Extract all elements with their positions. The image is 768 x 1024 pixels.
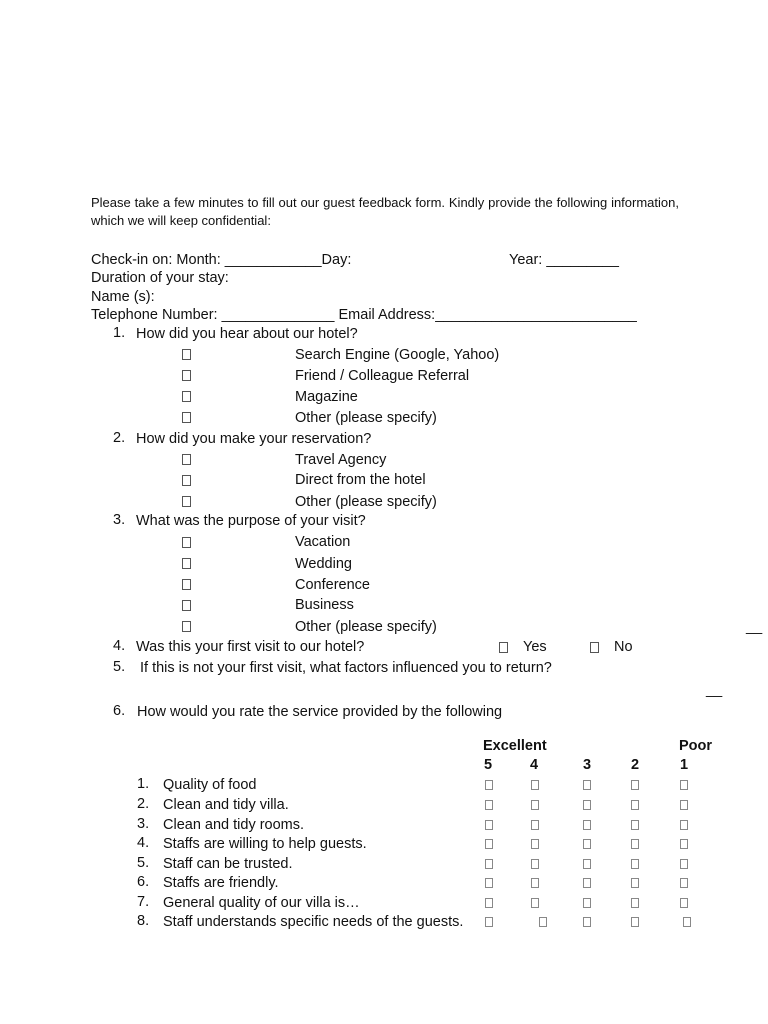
question-number: 5.	[113, 659, 126, 675]
rating-checkbox-icon[interactable]	[485, 839, 493, 849]
question-number: 6.	[113, 703, 126, 719]
rating-checkbox-icon[interactable]	[631, 878, 639, 888]
rating-item-number: 4.	[137, 835, 150, 851]
scale-2: 2	[631, 757, 640, 773]
year-field[interactable]: Year: _________	[509, 252, 619, 268]
option-search-engine: Search Engine (Google, Yahoo)	[295, 347, 500, 363]
rating-item-label: Quality of food	[163, 777, 257, 793]
rating-checkbox-icon[interactable]	[680, 898, 688, 908]
checkbox-icon[interactable]	[182, 496, 191, 507]
rating-checkbox-icon[interactable]	[485, 780, 493, 790]
scale-1: 1	[680, 757, 689, 773]
rating-item-number: 7.	[137, 894, 150, 910]
rating-item-label: Staffs are willing to help guests.	[163, 836, 367, 852]
rating-checkbox-icon[interactable]	[583, 820, 591, 830]
rating-checkbox-icon[interactable]	[680, 839, 688, 849]
duration-field[interactable]: Duration of your stay:	[91, 270, 229, 286]
checkbox-icon[interactable]	[182, 454, 191, 465]
option-direct: Direct from the hotel	[295, 472, 426, 488]
rating-item-label: Staffs are friendly.	[163, 875, 279, 891]
scale-3: 3	[583, 757, 592, 773]
checkbox-icon[interactable]	[182, 370, 191, 381]
checkbox-yes-icon[interactable]	[499, 642, 508, 653]
option-referral: Friend / Colleague Referral	[295, 368, 470, 384]
rating-checkbox-icon[interactable]	[531, 859, 539, 869]
question-number: 4.	[113, 638, 126, 654]
rating-checkbox-icon[interactable]	[680, 780, 688, 790]
rating-checkbox-icon[interactable]	[531, 878, 539, 888]
rating-checkbox-icon[interactable]	[485, 820, 493, 830]
rating-checkbox-icon[interactable]	[485, 917, 493, 927]
rating-checkbox-icon[interactable]	[680, 859, 688, 869]
checkbox-icon[interactable]	[182, 475, 191, 486]
rating-checkbox-icon[interactable]	[631, 800, 639, 810]
rating-checkbox-icon[interactable]	[583, 800, 591, 810]
rating-item-number: 2.	[137, 796, 150, 812]
rating-checkbox-icon[interactable]	[583, 917, 591, 927]
name-field[interactable]: Name (s):	[91, 289, 155, 305]
option-wedding: Wedding	[295, 556, 352, 572]
rating-checkbox-icon[interactable]	[631, 859, 639, 869]
rating-checkbox-icon[interactable]	[485, 898, 493, 908]
question-4-text: Was this your first visit to our hotel?	[136, 639, 365, 655]
rating-checkbox-icon[interactable]	[531, 820, 539, 830]
option-travel-agency: Travel Agency	[295, 452, 387, 468]
rating-checkbox-icon[interactable]	[531, 898, 539, 908]
scale-4: 4	[530, 757, 539, 773]
scale-5: 5	[484, 757, 493, 773]
rating-checkbox-icon[interactable]	[680, 820, 688, 830]
rating-item-label: Staff understands specific needs of the guests.	[163, 914, 464, 930]
question-6-text: How would you rate the service provided by the following	[137, 704, 503, 720]
rating-checkbox-icon[interactable]	[583, 780, 591, 790]
rating-checkbox-icon[interactable]	[631, 917, 639, 927]
rating-checkbox-icon[interactable]	[631, 820, 639, 830]
rating-checkbox-icon[interactable]	[680, 878, 688, 888]
question-2-text: How did you make your reservation?	[136, 431, 372, 447]
rating-checkbox-icon[interactable]	[680, 800, 688, 810]
rating-checkbox-icon[interactable]	[631, 898, 639, 908]
rating-checkbox-icon[interactable]	[531, 839, 539, 849]
rating-checkbox-icon[interactable]	[631, 780, 639, 790]
option-business: Business	[295, 597, 354, 613]
rating-checkbox-icon[interactable]	[485, 859, 493, 869]
rating-item-number: 1.	[137, 776, 150, 792]
question-5-text: If this is not your first visit, what factors influenced you to return?	[140, 660, 552, 676]
rating-checkbox-icon[interactable]	[485, 800, 493, 810]
checkbox-icon[interactable]	[182, 391, 191, 402]
rating-item-label: General quality of our villa is…	[163, 895, 360, 911]
checkin-field[interactable]: Check-in on: Month: ____________Day:	[91, 252, 352, 268]
rating-item-label: Staff can be trusted.	[163, 856, 293, 872]
margin-mark: __	[746, 619, 763, 635]
rating-item-label: Clean and tidy villa.	[163, 797, 289, 813]
checkbox-no-icon[interactable]	[590, 642, 599, 653]
checkbox-icon[interactable]	[182, 349, 191, 360]
checkbox-icon[interactable]	[182, 412, 191, 423]
intro-paragraph: Please take a few minutes to fill out our guest feedback form. Kindly provide the following information, which we will keep confidential:	[91, 195, 679, 228]
checkbox-icon[interactable]	[182, 600, 191, 611]
option-no: No	[614, 639, 633, 655]
rating-item-number: 8.	[137, 913, 150, 929]
question-number: 1.	[113, 325, 126, 341]
margin-mark: __	[706, 682, 723, 698]
option-conference: Conference	[295, 577, 370, 593]
telephone-email-field[interactable]: Telephone Number: ______________ Email Address:_________________________	[91, 307, 637, 323]
rating-checkbox-icon[interactable]	[531, 800, 539, 810]
question-1-text: How did you hear about our hotel?	[136, 326, 358, 342]
rating-item-number: 3.	[137, 816, 150, 832]
rating-checkbox-icon[interactable]	[631, 839, 639, 849]
rating-checkbox-icon[interactable]	[583, 878, 591, 888]
rating-item-number: 6.	[137, 874, 150, 890]
rating-item-label: Clean and tidy rooms.	[163, 817, 305, 833]
option-yes: Yes	[523, 639, 547, 655]
rating-checkbox-icon[interactable]	[683, 917, 691, 927]
rating-poor-label: Poor	[679, 738, 713, 754]
rating-excellent-label: Excellent	[483, 738, 547, 754]
question-number: 2.	[113, 430, 126, 446]
checkbox-icon[interactable]	[182, 558, 191, 569]
checkbox-icon[interactable]	[182, 537, 191, 548]
option-other: Other (please specify)	[295, 410, 437, 426]
rating-item-number: 5.	[137, 855, 150, 871]
option-other: Other (please specify)	[295, 494, 437, 510]
option-other: Other (please specify)	[295, 619, 437, 635]
checkbox-icon[interactable]	[182, 621, 191, 632]
rating-checkbox-icon[interactable]	[531, 780, 539, 790]
option-vacation: Vacation	[295, 534, 351, 550]
question-number: 3.	[113, 512, 126, 528]
rating-checkbox-icon[interactable]	[583, 859, 591, 869]
rating-checkbox-icon[interactable]	[583, 898, 591, 908]
question-3-text: What was the purpose of your visit?	[136, 513, 366, 529]
rating-checkbox-icon[interactable]	[485, 878, 493, 888]
rating-checkbox-icon[interactable]	[583, 839, 591, 849]
checkbox-icon[interactable]	[182, 579, 191, 590]
rating-checkbox-icon[interactable]	[539, 917, 547, 927]
option-magazine: Magazine	[295, 389, 358, 405]
